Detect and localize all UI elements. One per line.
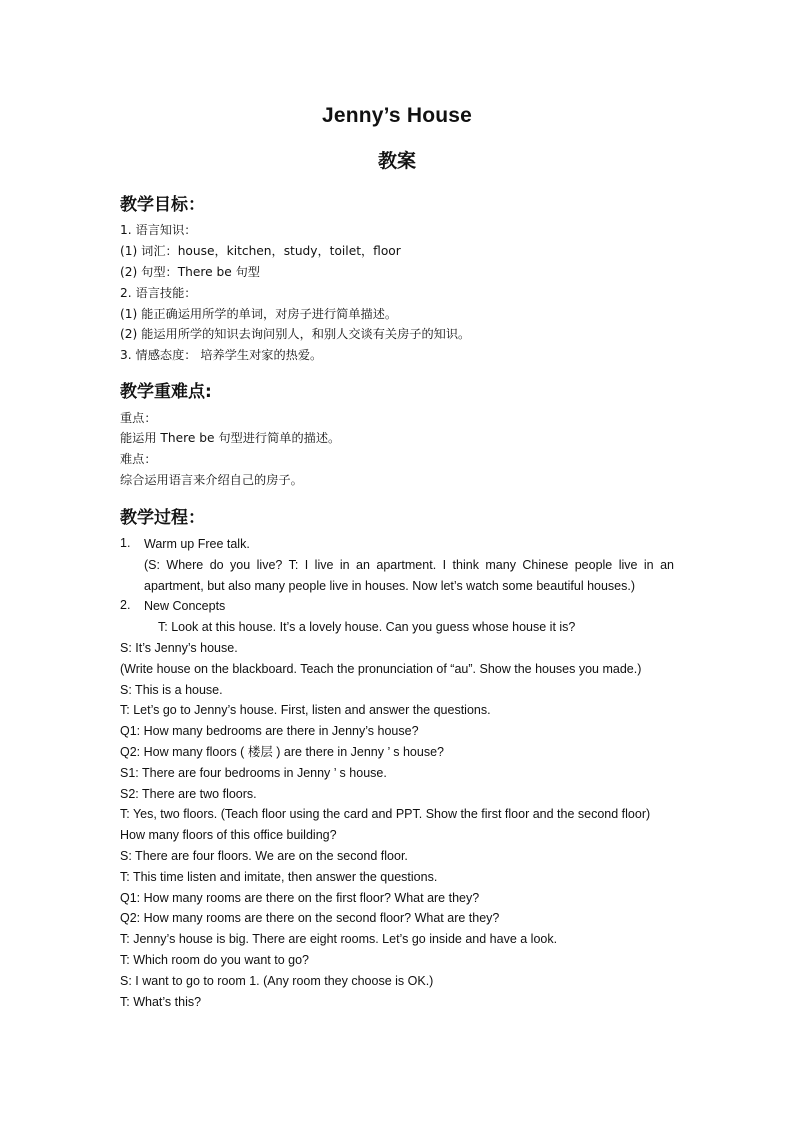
dialogue-line: T: This time listen and imitate, then answer the questions.: [120, 870, 438, 884]
dialogue-line: T: Jenny’s house is big. There are eight rooms. Let’s go inside and have a look.: [120, 932, 558, 946]
dialogue-line: Q2: How many rooms are there on the second floor? What are they?: [120, 911, 500, 925]
key-point-line: 重点：: [120, 411, 157, 425]
dialogue-line: S: It’s Jenny’s house.: [120, 641, 238, 655]
dialogue-line: S1: There are four bedrooms in Jenny ’ s house.: [120, 766, 387, 780]
dialogue-line: S2: There are two floors.: [120, 787, 257, 801]
list-item-title: Warm up Free talk.: [144, 537, 250, 551]
paragraph-line: T: Look at this house. It’s a lovely house. Can you guess whose house it is?: [158, 620, 576, 634]
objective-line: (2) 能运用所学的知识去询问别人，和别人交谈有关房子的知识。: [120, 327, 471, 341]
list-item-title: New Concepts: [144, 599, 226, 613]
paragraph-line: (S: Where do you live? T: I live in an apartment. I think many Chinese people live in an: [144, 558, 674, 572]
objective-line: (1) 能正确运用所学的单词，对房子进行简单描述。: [120, 307, 398, 321]
objective-line: 3. 情感态度： 培养学生对家的热爱。: [120, 348, 323, 362]
paragraph-line: apartment, but also many people live in houses. Now let’s watch some beautiful houses.): [144, 579, 636, 593]
key-point-line: 能运用 There be 句型进行简单的描述。: [120, 431, 341, 445]
objective-line: 2. 语言技能：: [120, 286, 197, 300]
section-heading-key-points: 教学重难点:: [120, 382, 212, 402]
document-subtitle: 教案: [377, 150, 416, 172]
objective-line: (2) 句型：There be 句型: [120, 265, 260, 279]
dialogue-line: Q1: How many bedrooms are there in Jenny’s house?: [120, 724, 419, 738]
section-heading-objectives: 教学目标：: [120, 195, 205, 215]
dialogue-line: T: Which room do you want to go?: [120, 953, 309, 967]
dialogue-line: T: Let’s go to Jenny’s house. First, listen and answer the questions.: [120, 703, 491, 717]
key-point-line: 综合运用语言来介绍自己的房子。: [120, 473, 303, 487]
document-title: Jenny’s House: [321, 104, 473, 127]
key-point-line: 难点：: [120, 452, 157, 466]
section-heading-process: 教学过程：: [120, 508, 205, 528]
dialogue-line: Q1: How many rooms are there on the first floor? What are they?: [120, 891, 480, 905]
dialogue-line: S: There are four floors. We are on the second floor.: [120, 849, 408, 863]
dialogue-line: Q2: How many floors ( 楼层 ) are there in Jenny ’ s house?: [120, 745, 444, 759]
objective-line: 1. 语言知识：: [120, 223, 197, 237]
dialogue-line: T: What’s this?: [120, 995, 202, 1009]
list-number: 1.: [120, 536, 131, 550]
objective-line: (1) 词汇：house，kitchen，study，toilet，floor: [120, 244, 401, 258]
dialogue-line: How many floors of this office building?: [120, 828, 337, 842]
dialogue-line: (Write house on the blackboard. Teach the pronunciation of “au”. Show the houses you made.): [120, 662, 642, 676]
dialogue-line: S: I want to go to room 1. (Any room they choose is OK.): [120, 974, 434, 988]
list-number: 2.: [120, 598, 131, 612]
dialogue-line: S: This is a house.: [120, 683, 223, 697]
dialogue-line: T: Yes, two floors. (Teach floor using the card and PPT. Show the first floor and the second floor): [120, 807, 651, 821]
